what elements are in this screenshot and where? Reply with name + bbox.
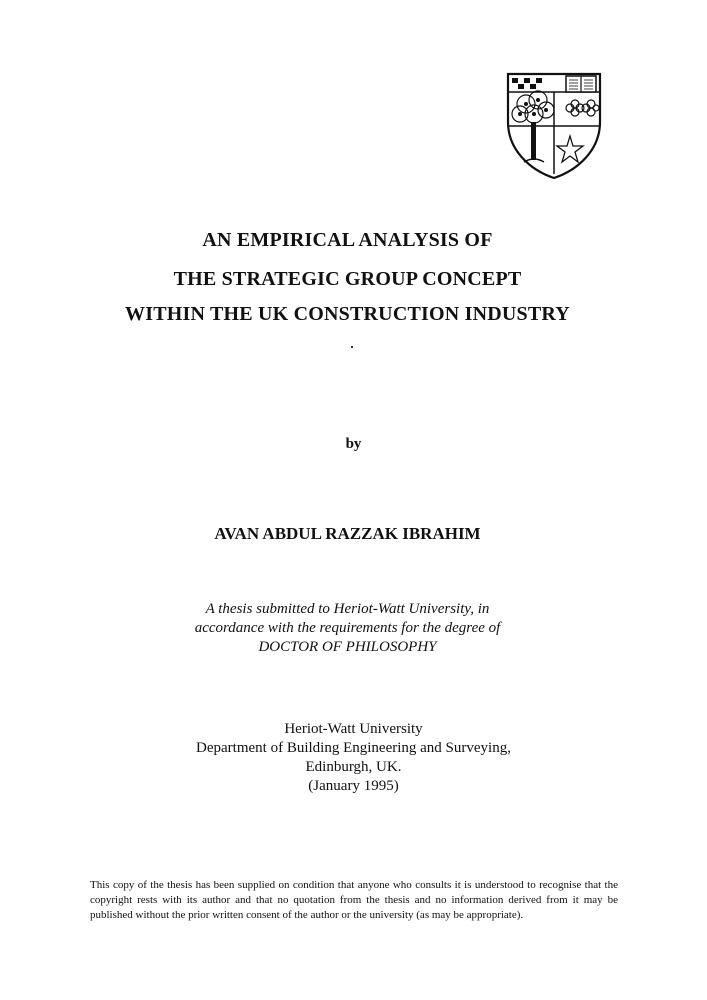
department-name: Department of Building Engineering and Surveying,	[196, 740, 511, 756]
submission-line-1: A thesis submitted to Heriot-Watt University, in	[205, 601, 490, 617]
university-crest-logo	[504, 70, 604, 182]
by-label: by	[345, 436, 362, 452]
university-name: Heriot-Watt University	[284, 721, 423, 737]
submission-statement	[0, 600, 701, 657]
institution-block	[0, 720, 707, 796]
author-name: AVAN ABDUL RAZZAK IBRAHIM	[214, 524, 481, 543]
location: Edinburgh, UK.	[305, 759, 402, 775]
submission-line-3: DOCTOR OF PHILOSOPHY	[258, 639, 437, 655]
thesis-title-line-1: AN EMPIRICAL ANALYSIS OF	[202, 229, 493, 251]
thesis-title-line-3: WITHIN THE UK CONSTRUCTION INDUSTRY	[125, 303, 570, 325]
thesis-title-line-2: THE STRATEGIC GROUP CONCEPT	[173, 268, 522, 290]
submission-date: (January 1995)	[308, 778, 399, 794]
submission-line-2: accordance with the requirements for the degree of	[194, 620, 501, 636]
copyright-notice: This copy of the thesis has been supplied on condition that anyone who consults it is understood to recognise that the copyright rests with its author and that no quotation from the thesis and no information derived from it may be published without the prior written consent of the author or the university (as may be appropriate).	[90, 879, 618, 921]
stray-dot-mark	[351, 346, 353, 348]
